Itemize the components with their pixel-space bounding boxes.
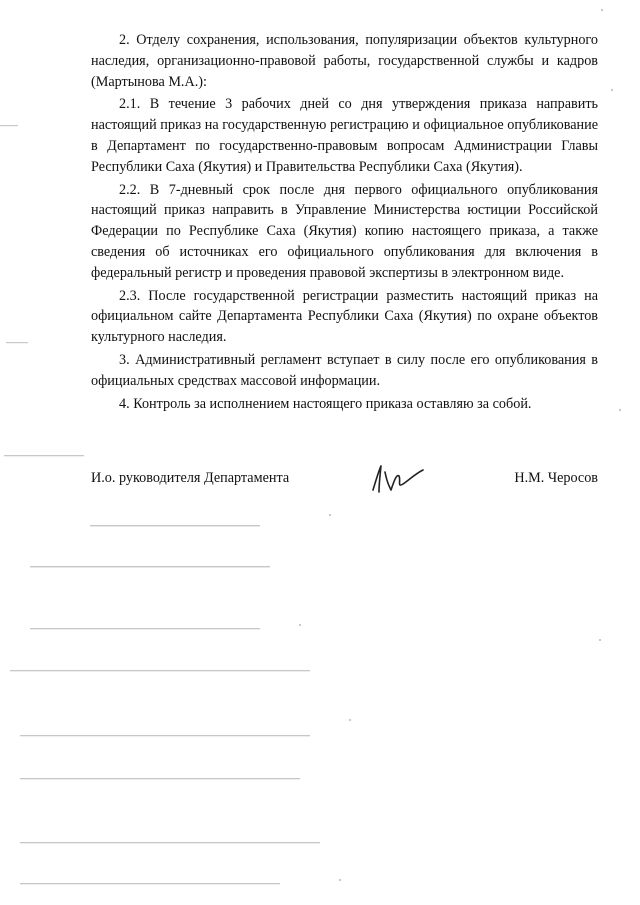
- paragraph-2-3: 2.3. После государственной регистрации разместить настоящий приказ на официальном сайте Департамента Республики Саха (Якутия) по охране объектов культурного наследия.: [91, 287, 598, 346]
- signature-block: [91, 470, 598, 510]
- signatory-name: Н.М. Черосов: [514, 470, 598, 486]
- order-body: [91, 30, 598, 414]
- paragraph-4: 4. Контроль за исполнением настоящего приказа оставляю за собой.: [119, 395, 532, 412]
- paragraph-2: 2. Отделу сохранения, использования, популяризации объектов культурного наследия, организационно-правовой работы, государственной службы и кадров (Мартынова М.А.):: [91, 32, 598, 90]
- paragraph-2-2: 2.2. В 7-дневный срок после дня первого официального опубликования настоящий приказ направить в Управление Министерства юстиции Российской Федерации по Республике Саха (Якутия) копию настоящего приказа, а также сведения об источниках его официального опубликования для включения в федеральный регистр и проведения правовой экспертизы в электронном виде.: [91, 181, 598, 281]
- paragraph-3: 3. Административный регламент вступает в силу после его опубликования в официальных средствах массовой информации.: [91, 351, 598, 389]
- signatory-position: И.о. руководителя Департамента: [91, 470, 290, 486]
- paragraph-2-1: 2.1. В течение 3 рабочих дней со дня утверждения приказа направить настоящий приказ на государственную регистрацию и официальное опубликование в Департамент по государственно-правовым вопросам Администрации Главы Республики Саха (Якутия) и Правительства Республики Саха (Якутия).: [91, 96, 598, 175]
- handwritten-signature: [367, 460, 427, 500]
